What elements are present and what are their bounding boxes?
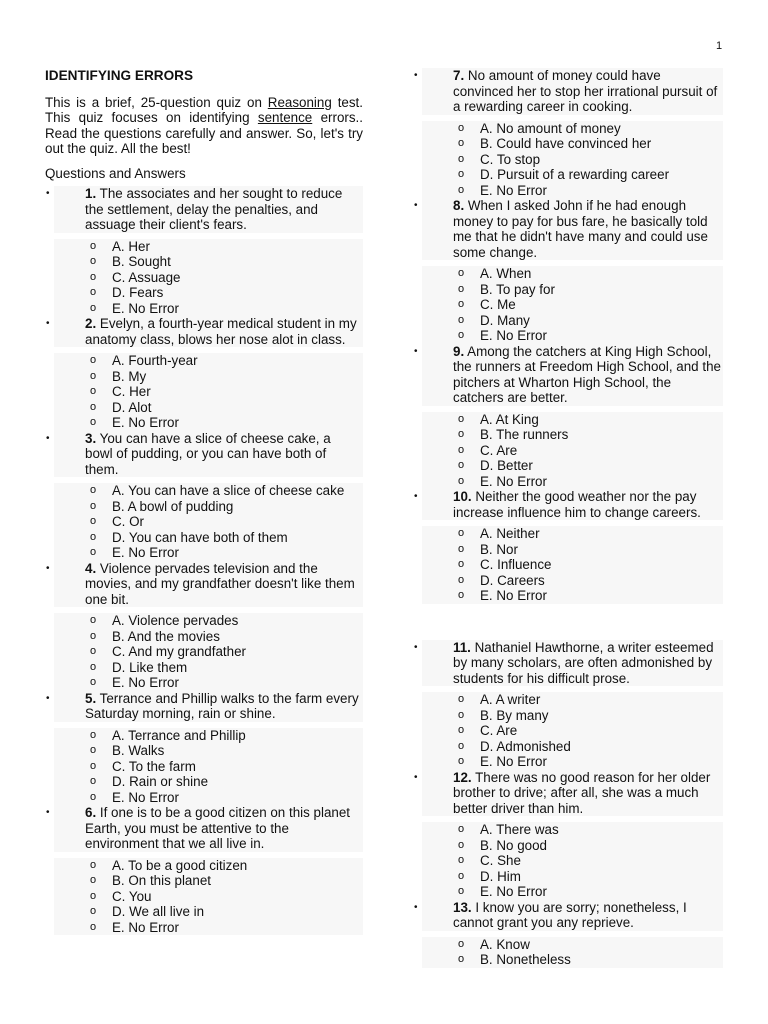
circle-bullet-icon: o [90, 546, 97, 558]
answer-option[interactable] [458, 572, 723, 589]
answer-option[interactable] [458, 588, 723, 604]
circle-bullet-icon: o [458, 693, 465, 705]
answer-option-label: A. Her [112, 238, 150, 254]
answer-option[interactable] [90, 368, 363, 385]
question-item [413, 640, 723, 770]
answer-option-label: E. No Error [112, 300, 179, 316]
answer-option[interactable] [90, 498, 363, 515]
answer-option-label: C. Her [112, 384, 151, 399]
answer-option[interactable] [90, 483, 363, 499]
answer-option-label: C. To stop [480, 151, 541, 167]
answer-option-label: C. To the farm [112, 758, 196, 774]
answer-option-label: E. No Error [480, 473, 547, 489]
intro-text: test. This quiz focuses on identifying [45, 94, 363, 125]
question-list-left [45, 186, 363, 935]
answer-options [422, 526, 723, 604]
answer-option[interactable] [458, 411, 723, 428]
answer-option[interactable] [90, 285, 363, 301]
answer-option[interactable] [458, 952, 723, 968]
circle-bullet-icon: o [458, 542, 465, 555]
answer-option[interactable] [458, 884, 723, 900]
question-item [45, 805, 363, 935]
answer-option-label: A. Terrance and Phillip [112, 727, 246, 743]
answer-option-label: B. Nonetheless [480, 952, 571, 967]
bullet-icon: • [414, 771, 418, 783]
bullet-icon: • [414, 200, 418, 211]
circle-bullet-icon: o [458, 708, 465, 721]
question-text-block [46, 186, 363, 233]
circle-bullet-icon: o [458, 869, 465, 882]
circle-bullet-icon: o [90, 728, 97, 741]
circle-bullet-icon: o [90, 416, 97, 428]
circle-bullet-icon: o [458, 527, 465, 539]
answer-option-label: D. Admonished [480, 738, 571, 754]
circle-bullet-icon: o [458, 823, 465, 835]
question-number: 1. [85, 186, 97, 201]
circle-bullet-icon: o [458, 168, 465, 180]
question-number: 8. [453, 198, 465, 213]
answer-option[interactable] [458, 297, 723, 313]
answer-options [422, 692, 723, 770]
intro-paragraph [45, 95, 363, 157]
answer-option-label: B. No good [480, 837, 547, 853]
circle-bullet-icon: o [90, 874, 97, 886]
answer-option[interactable] [458, 557, 723, 573]
question-number: 9. [453, 343, 465, 359]
reasoning-link[interactable]: Reasoning [267, 94, 332, 110]
answer-options [54, 353, 363, 431]
circle-bullet-icon: o [458, 282, 465, 295]
question-item [45, 316, 363, 431]
question-text-block [414, 198, 723, 260]
circle-bullet-icon: o [90, 759, 97, 772]
circle-bullet-icon: o [458, 589, 465, 601]
question-list-right-top [413, 68, 723, 604]
answer-options [54, 239, 363, 317]
answer-option-label: E. No Error [112, 789, 179, 805]
question-number: 11. [453, 639, 471, 655]
document-title: IDENTIFYING ERRORS [45, 68, 194, 83]
answer-options [54, 728, 363, 806]
question-number: 13. [453, 899, 472, 915]
circle-bullet-icon: o [458, 412, 465, 425]
answer-option[interactable] [90, 873, 363, 889]
answer-option-label: B. Could have convinced her [480, 136, 652, 151]
answer-options [54, 858, 363, 936]
answer-option[interactable] [90, 399, 363, 416]
question-number: 5. [85, 690, 97, 706]
circle-bullet-icon: o [90, 385, 97, 397]
answer-option[interactable] [458, 458, 723, 474]
answer-option-label: B. Walks [112, 743, 165, 758]
bullet-icon: • [46, 188, 50, 199]
answer-option-label: B. My [112, 368, 147, 384]
question-text: The associates and her sought to reduce the settlement, delay the penalties, and assuage their client's fears. [85, 186, 343, 232]
answer-option[interactable] [90, 415, 363, 431]
circle-bullet-icon: o [458, 474, 465, 487]
question-text: Evelyn, a fourth-year medical student in my anatomy class, blows her nose alot in class. [85, 316, 357, 347]
answer-option-label: A. No amount of money [480, 120, 621, 136]
circle-bullet-icon: o [90, 369, 97, 382]
circle-bullet-icon: o [458, 755, 465, 767]
question-text-block [46, 805, 363, 852]
answer-option-label: D. Many [480, 312, 530, 328]
answer-option-label: A. To be a good citizen [112, 857, 248, 873]
answer-options [422, 121, 723, 199]
question-text-block [46, 560, 363, 608]
circle-bullet-icon: o [90, 400, 97, 413]
question-item [413, 198, 723, 344]
answer-option-label: C. Me [480, 297, 516, 312]
answer-options [54, 613, 363, 691]
answer-option[interactable] [90, 774, 363, 790]
answer-option-label: E. No Error [112, 675, 179, 690]
question-text-block [46, 316, 363, 347]
circle-bullet-icon: o [458, 137, 465, 149]
answer-option-label: C. Are [480, 723, 518, 738]
question-item [413, 344, 723, 490]
circle-bullet-icon: o [90, 301, 97, 314]
circle-bullet-icon: o [90, 255, 97, 267]
answer-option-label: D. You can have both of them [112, 529, 288, 545]
circle-bullet-icon: o [90, 629, 97, 642]
answer-option-label: B. On this planet [112, 873, 211, 888]
circle-bullet-icon: o [90, 270, 97, 283]
circle-bullet-icon: o [458, 739, 465, 752]
answer-option[interactable] [458, 754, 723, 770]
answer-option[interactable] [458, 442, 723, 459]
answer-option[interactable] [458, 868, 723, 885]
question-text-block [46, 690, 363, 722]
circle-bullet-icon: o [458, 152, 465, 165]
intro-text: This is a brief, 25-question quiz on [45, 94, 268, 110]
question-text-block [414, 343, 723, 406]
qa-heading: Questions and Answers [45, 165, 186, 181]
question-text-block [414, 639, 723, 687]
answer-option-label: D. Alot [112, 399, 152, 415]
answer-option[interactable] [458, 167, 723, 183]
answer-option-label: B. A bowl of pudding [112, 498, 234, 514]
circle-bullet-icon: o [458, 937, 465, 950]
answer-option-label: C. She [480, 853, 521, 868]
answer-option[interactable] [90, 300, 363, 317]
question-text: No amount of money could have convinced her to stop her irrational pursuit of a rewarding career in cooking. [453, 68, 718, 114]
answer-option[interactable] [458, 266, 723, 282]
circle-bullet-icon: o [90, 530, 97, 543]
question-item [45, 431, 363, 561]
answer-option[interactable] [458, 281, 723, 298]
answer-option-label: E. No Error [112, 919, 179, 935]
answer-option-label: A. Know [480, 936, 530, 952]
bullet-icon: • [414, 345, 418, 357]
circle-bullet-icon: o [90, 744, 97, 756]
circle-bullet-icon: o [90, 484, 97, 496]
answer-option[interactable] [90, 675, 363, 691]
circle-bullet-icon: o [90, 905, 97, 917]
answer-option[interactable] [458, 526, 723, 542]
circle-bullet-icon: o [458, 459, 465, 471]
circle-bullet-icon: o [458, 724, 465, 736]
answer-option[interactable] [90, 254, 363, 270]
question-text: Violence pervades television and the movies, and my grandfather doesn't like them one bit. [85, 560, 355, 607]
circle-bullet-icon: o [90, 889, 97, 902]
circle-bullet-icon: o [458, 313, 465, 326]
answer-option[interactable] [90, 789, 363, 806]
answer-option-label: D. Rain or shine [112, 774, 209, 789]
answer-option[interactable] [458, 723, 723, 739]
question-number: 2. [85, 316, 97, 331]
answer-option-label: B. Sought [112, 254, 171, 269]
answer-option-label: C. Or [112, 514, 144, 529]
question-number: 6. [85, 805, 97, 820]
answer-option-label: E. No Error [480, 754, 547, 769]
answer-option[interactable] [458, 936, 723, 953]
answer-option-label: A. At King [480, 411, 539, 427]
answer-option[interactable] [458, 136, 723, 152]
answer-option-label: D. Fears [112, 285, 164, 300]
answer-option-label: A. Fourth-year [112, 353, 198, 368]
question-number: 12. [453, 769, 472, 785]
question-item [413, 900, 723, 968]
answer-options [54, 483, 363, 561]
circle-bullet-icon: o [90, 286, 97, 298]
answer-option-label: C. Are [480, 442, 518, 458]
answer-option-label: A. There was [480, 822, 559, 837]
circle-bullet-icon: o [458, 183, 465, 196]
question-item [413, 68, 723, 198]
answer-option[interactable] [458, 151, 723, 168]
circle-bullet-icon: o [90, 499, 97, 512]
answer-option[interactable] [458, 738, 723, 755]
circle-bullet-icon: o [90, 239, 97, 252]
answer-option-label: A. Violence pervades [112, 613, 239, 628]
question-item [45, 186, 363, 316]
bullet-icon: • [46, 318, 50, 329]
answer-option-label: B. Nor [480, 541, 518, 557]
question-item [413, 489, 723, 604]
answer-option-label: D. We all live in [112, 904, 205, 919]
answer-option-label: D. Like them [112, 659, 188, 675]
circle-bullet-icon: o [458, 573, 465, 586]
answer-option[interactable] [90, 269, 363, 286]
answer-options [422, 937, 723, 968]
question-text-block [414, 769, 723, 817]
answer-option[interactable] [90, 353, 363, 369]
answer-option[interactable] [90, 904, 363, 920]
answer-option[interactable] [458, 837, 723, 854]
question-number: 3. [85, 430, 97, 446]
answer-option-label: E. No Error [112, 415, 179, 430]
answer-option-label: D. Better [480, 458, 533, 473]
answer-option-label: C. Influence [480, 557, 552, 572]
answer-option-label: C. Assuage [112, 269, 181, 285]
bullet-icon: • [414, 491, 418, 502]
intro-text: errors.. Read the questions carefully and answer. So, let's try out the quiz. All the best! [45, 110, 363, 156]
question-text: Among the catchers at King High School, the runners at Freedom High School, and the pitchers at Wharton High School, the catchers are better. [453, 343, 721, 405]
question-text: Neither the good weather nor the pay increase influence him to change careers. [453, 489, 701, 520]
answer-option[interactable] [90, 644, 363, 660]
question-text-block [414, 489, 723, 520]
circle-bullet-icon: o [90, 354, 97, 366]
answer-option-label: C. You [112, 888, 152, 904]
question-number: 4. [85, 560, 97, 576]
circle-bullet-icon: o [90, 676, 97, 688]
question-text: Nathaniel Hawthorne, a writer esteemed by many scholars, are often admonished by students for his difficult prose. [453, 639, 714, 686]
answer-option-label: B. To pay for [480, 281, 555, 297]
circle-bullet-icon: o [90, 614, 97, 626]
question-text: There was no good reason for her older brother to drive; after all, she was a much better driver than him. [453, 769, 711, 816]
question-text: You can have a slice of cheese cake, a bowl of pudding, or you can have both of them. [85, 430, 331, 477]
answer-option-label: B. By many [480, 707, 549, 723]
page-number: 1 [716, 40, 723, 52]
answer-option-label: A. You can have a slice of cheese cake [112, 483, 345, 498]
answer-option[interactable] [90, 613, 363, 629]
circle-bullet-icon: o [458, 298, 465, 310]
answer-option[interactable] [90, 743, 363, 759]
answer-option-label: C. And my grandfather [112, 644, 246, 659]
question-item [45, 561, 363, 691]
answer-option[interactable] [458, 707, 723, 724]
circle-bullet-icon: o [458, 854, 465, 866]
bullet-icon: • [46, 807, 50, 818]
answer-options [422, 822, 723, 900]
answer-option[interactable] [90, 514, 363, 530]
question-number: 7. [453, 68, 465, 83]
circle-bullet-icon: o [90, 790, 97, 803]
circle-bullet-icon: o [90, 858, 97, 871]
answer-option-label: E. No Error [480, 884, 547, 899]
circle-bullet-icon: o [90, 515, 97, 527]
question-text: If one is to be a good citizen on this planet Earth, you must be attentive to the environment that we all live in. [85, 805, 351, 851]
answer-option-label: D. Careers [480, 572, 545, 588]
question-text: When I asked John if he had enough money to pay for bus fare, he basically told me that he didn't have many and could use some change. [453, 198, 708, 260]
bullet-icon: • [414, 901, 418, 913]
bullet-icon: • [46, 692, 50, 704]
circle-bullet-icon: o [458, 558, 465, 570]
answer-option[interactable] [90, 529, 363, 546]
bullet-icon: • [414, 641, 418, 653]
answer-options [422, 266, 723, 344]
question-item [413, 770, 723, 900]
question-item [45, 691, 363, 806]
circle-bullet-icon: o [90, 645, 97, 657]
answer-option[interactable] [90, 857, 363, 874]
answer-option[interactable] [458, 120, 723, 137]
right-column [413, 68, 723, 968]
question-text-block [46, 430, 363, 478]
question-text: Terrance and Phillip walks to the farm every Saturday morning, rain or shine. [85, 690, 359, 721]
answer-option[interactable] [90, 888, 363, 905]
circle-bullet-icon: o [90, 920, 97, 933]
answer-option-label: B. And the movies [112, 628, 220, 644]
circle-bullet-icon: o [458, 443, 465, 456]
left-column [45, 68, 363, 935]
question-list-right-bottom [413, 640, 723, 968]
answer-option[interactable] [458, 692, 723, 708]
answer-options [422, 412, 723, 490]
sentence-link[interactable]: sentence [257, 110, 313, 125]
question-text-block [414, 68, 723, 115]
answer-option[interactable] [90, 384, 363, 400]
bullet-icon: • [46, 562, 50, 574]
bullet-icon: • [414, 70, 418, 81]
answer-option-label: E. No Error [480, 328, 547, 343]
answer-option[interactable] [458, 427, 723, 443]
answer-option[interactable] [90, 628, 363, 645]
answer-option[interactable] [458, 822, 723, 838]
circle-bullet-icon: o [458, 267, 465, 279]
answer-option[interactable] [458, 312, 723, 329]
circle-bullet-icon: o [458, 121, 465, 134]
answer-option[interactable] [90, 545, 363, 561]
answer-option[interactable] [458, 853, 723, 869]
circle-bullet-icon: o [458, 953, 465, 965]
answer-option-label: A. Neither [480, 526, 540, 541]
answer-option-label: D. Him [480, 868, 521, 884]
circle-bullet-icon: o [458, 885, 465, 897]
circle-bullet-icon: o [458, 428, 465, 440]
circle-bullet-icon: o [90, 660, 97, 673]
answer-option[interactable] [90, 238, 363, 255]
spacer [413, 604, 723, 640]
circle-bullet-icon: o [458, 838, 465, 851]
answer-option-label: E. No Error [480, 588, 547, 603]
answer-option[interactable] [458, 541, 723, 558]
answer-option-label: A. A writer [480, 692, 541, 707]
answer-option-label: A. When [480, 266, 532, 281]
answer-option[interactable] [90, 758, 363, 775]
answer-option-label: E. No Error [112, 545, 179, 560]
answer-option-label: E. No Error [480, 182, 547, 198]
question-text-block [414, 899, 723, 931]
question-text: I know you are sorry; nonetheless, I cannot grant you any reprieve. [453, 899, 687, 930]
circle-bullet-icon: o [458, 329, 465, 341]
answer-option[interactable] [458, 328, 723, 344]
answer-option[interactable] [458, 473, 723, 490]
answer-option[interactable] [90, 659, 363, 676]
bullet-icon: • [46, 432, 50, 444]
answer-option[interactable] [90, 727, 363, 744]
answer-option-label: D. Pursuit of a rewarding career [480, 167, 670, 182]
question-number: 10. [453, 489, 472, 504]
answer-option-label: B. The runners [480, 427, 569, 442]
answer-option[interactable] [90, 919, 363, 936]
answer-option[interactable] [458, 182, 723, 199]
circle-bullet-icon: o [90, 775, 97, 787]
